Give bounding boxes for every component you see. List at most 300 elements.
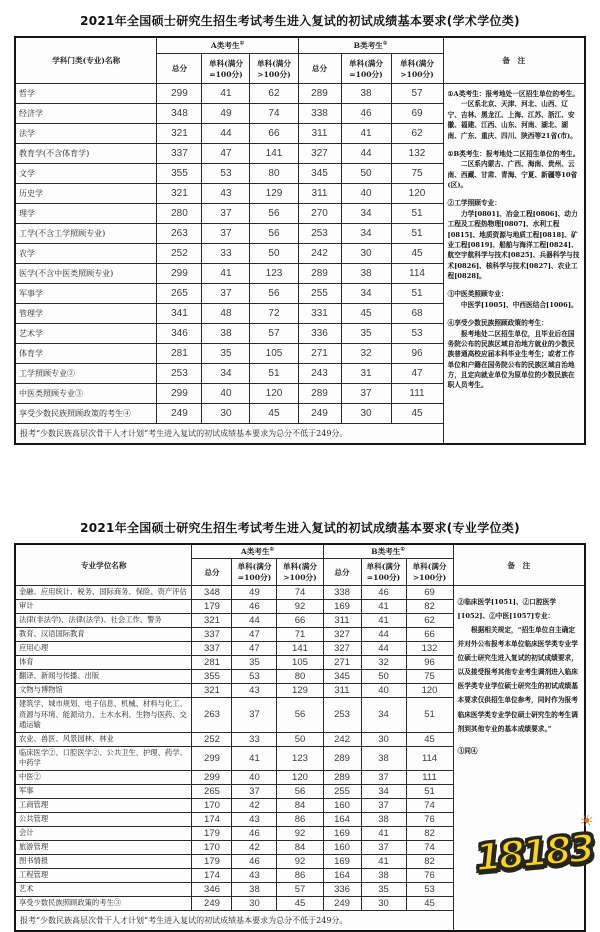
- score-cell: 174: [192, 868, 232, 882]
- score-cell: 129: [277, 684, 323, 698]
- subject-name-cell: 享受少数民族照顾政策的考生③: [15, 896, 192, 910]
- subject-name-cell: 艺术学: [15, 324, 157, 344]
- subject-name-cell: 审计: [15, 600, 192, 614]
- score-cell: 321: [192, 614, 232, 628]
- score-cell: 49: [232, 586, 277, 600]
- score-cell: 249: [192, 896, 232, 910]
- remarks-cell: [453, 586, 585, 931]
- subject-name-cell: 教育学(不含体育学): [15, 144, 157, 164]
- score-cell: 45: [406, 896, 453, 910]
- score-cell: 321: [157, 184, 202, 204]
- score-cell: 174: [192, 812, 232, 826]
- score-cell: 345: [323, 670, 361, 684]
- score-cell: 37: [202, 284, 250, 304]
- score-cell: 120: [250, 384, 298, 404]
- score-cell: 38: [361, 812, 406, 826]
- score-cell: 355: [192, 670, 232, 684]
- score-cell: 270: [298, 204, 341, 224]
- remark-paragraph: 根据相关规定，“招生单位自主确定并对外公布报考本单位临床医学类专业学位硕士研究生进入复试的初试成绩要求，以及接受报考其他专业考生调剂进入临床医学类专业学位硕士研究生的初试成绩基本要求仅供招生单位参考，同时作为报考临床医学类专业学位硕士研究生的考生调剂到其他专业的基本成绩要求。”: [457, 626, 578, 733]
- score-cell: 141: [250, 144, 298, 164]
- score-cell: 34: [361, 698, 406, 733]
- score-cell: 31: [341, 364, 391, 384]
- score-cell: 53: [202, 164, 250, 184]
- score-cell: 72: [250, 304, 298, 324]
- table-row: [15, 586, 585, 600]
- score-cell: 48: [202, 304, 250, 324]
- group-a-note-sup: ①: [269, 546, 275, 553]
- score-cell: 242: [323, 732, 361, 746]
- score-cell: 50: [277, 732, 323, 746]
- score-cell: 82: [406, 600, 453, 614]
- name-column-header: 学科门类(专业)名称: [15, 37, 157, 84]
- subject-name-cell: 医学(不含中医类照顾专业): [15, 264, 157, 284]
- score-cell: 337: [192, 628, 232, 642]
- score-cell: 80: [277, 670, 323, 684]
- score-cell: 169: [323, 600, 361, 614]
- score-cell: 42: [232, 840, 277, 854]
- subject-name-cell: 工学(不含工学照顾专业): [15, 224, 157, 244]
- score-cell: 47: [232, 628, 277, 642]
- group-a-header: [192, 544, 323, 559]
- score-cell: 51: [250, 364, 298, 384]
- score-cell: 46: [232, 600, 277, 614]
- score-cell: 82: [406, 854, 453, 868]
- score-cell: 45: [277, 896, 323, 910]
- subject-name-cell: 旅游管理: [15, 840, 192, 854]
- score-cell: 37: [361, 798, 406, 812]
- group-a-label: A类考生: [240, 547, 270, 556]
- score-cell: 265: [157, 284, 202, 304]
- score-cell: 345: [298, 164, 341, 184]
- subject-name-cell: 应用心理: [15, 642, 192, 656]
- score-cell: 37: [232, 784, 277, 798]
- score-cell: 56: [250, 284, 298, 304]
- footnote-text: 报考“少数民族高层次骨干人才计划”考生进入复试的初试成绩基本要求为总分不低于249分。: [15, 910, 453, 931]
- subject-name-cell: 军事: [15, 784, 192, 798]
- score-cell: 249: [298, 404, 341, 424]
- score-cell: 44: [341, 144, 391, 164]
- score-cell: 299: [157, 264, 202, 284]
- score-cell: 40: [361, 684, 406, 698]
- score-cell: 41: [361, 826, 406, 840]
- remark-paragraph: ②临床医学[1051]、②口腔医学[1052]、②中医[1057]专业：: [457, 598, 557, 621]
- score-cell: 86: [277, 812, 323, 826]
- score-cell: 47: [391, 364, 443, 384]
- score-cell: 49: [202, 104, 250, 124]
- score-cell: 66: [277, 614, 323, 628]
- score-cell: 311: [323, 684, 361, 698]
- score-cell: 299: [192, 770, 232, 784]
- score-cell: 34: [361, 784, 406, 798]
- score-cell: 34: [341, 204, 391, 224]
- score-cell: 337: [192, 642, 232, 656]
- score-cell: 252: [192, 732, 232, 746]
- score-cell: 249: [323, 896, 361, 910]
- score-cell: 105: [250, 344, 298, 364]
- subject-name-cell: 享受少数民族照顾政策的考生④: [15, 404, 157, 424]
- subject-name-cell: 历史学: [15, 184, 157, 204]
- score-cell: 45: [391, 404, 443, 424]
- header-row-groups: [15, 544, 585, 559]
- score-cell: 253: [323, 698, 361, 733]
- a-single100-header: 单科(满分=100分): [232, 559, 277, 586]
- a-total-header: 总分: [157, 54, 202, 84]
- subject-name-cell: 中医类照顾专业③: [15, 384, 157, 404]
- score-cell: 311: [323, 614, 361, 628]
- score-cell: 51: [391, 284, 443, 304]
- sun-doodle-icon: ☀: [576, 809, 596, 832]
- score-cell: 255: [323, 784, 361, 798]
- score-cell: 74: [277, 586, 323, 600]
- score-cell: 164: [323, 868, 361, 882]
- footnote-text: 报考“少数民族高层次骨干人才计划”考生进入复试的初试成绩基本要求为总分不低于249分。: [15, 424, 443, 445]
- subject-name-cell: 体育学: [15, 344, 157, 364]
- score-cell: 289: [298, 264, 341, 284]
- score-cell: 46: [232, 826, 277, 840]
- score-cell: 169: [323, 854, 361, 868]
- score-cell: 253: [157, 364, 202, 384]
- score-cell: 41: [232, 746, 277, 770]
- score-cell: 30: [202, 404, 250, 424]
- score-cell: 56: [277, 784, 323, 798]
- score-cell: 38: [341, 84, 391, 104]
- score-cell: 76: [406, 812, 453, 826]
- subject-name-cell: 文学: [15, 164, 157, 184]
- score-cell: 50: [341, 164, 391, 184]
- subject-name-cell: 农业、兽医、风景园林、林业: [15, 732, 192, 746]
- subject-name-cell: 临床医学②、口腔医学②、公共卫生、护理、药学、中药学: [15, 746, 192, 770]
- score-cell: 38: [361, 868, 406, 882]
- score-cell: 281: [157, 344, 202, 364]
- score-cell: 249: [157, 404, 202, 424]
- remark-paragraph: ①B类考生：报考地处二区招生单位的考生。: [447, 149, 580, 158]
- score-cell: 299: [192, 746, 232, 770]
- score-cell: 53: [406, 882, 453, 896]
- score-cell: 170: [192, 798, 232, 812]
- score-cell: 68: [391, 304, 443, 324]
- name-column-header: 专业学位名称: [15, 544, 192, 586]
- score-cell: 255: [298, 284, 341, 304]
- remark-paragraph: ③中医类照顾专业：: [447, 290, 508, 299]
- score-cell: 299: [157, 84, 202, 104]
- subject-name-cell: 工商管理: [15, 798, 192, 812]
- score-cell: 336: [323, 882, 361, 896]
- score-cell: 71: [277, 628, 323, 642]
- score-cell: 37: [232, 698, 277, 733]
- subject-name-cell: 军事学: [15, 284, 157, 304]
- score-cell: 336: [298, 324, 341, 344]
- remarks-column-header: 备 注: [443, 37, 585, 84]
- subject-name-cell: 公共管理: [15, 812, 192, 826]
- score-cell: 37: [202, 204, 250, 224]
- score-cell: 80: [250, 164, 298, 184]
- score-cell: 30: [232, 896, 277, 910]
- score-cell: 111: [406, 770, 453, 784]
- score-cell: 75: [406, 670, 453, 684]
- score-cell: 51: [406, 784, 453, 798]
- subject-name-cell: 法学: [15, 124, 157, 144]
- subject-name-cell: 中医②: [15, 770, 192, 784]
- score-cell: 53: [391, 324, 443, 344]
- score-cell: 164: [323, 812, 361, 826]
- remark-paragraph: 一区系北京、天津、河北、山西、辽宁、吉林、黑龙江、上海、江苏、浙江、安徽、福建、江西、山东、河南、湖北、湖南、广东、重庆、四川、陕西等21省(市)。: [447, 100, 577, 140]
- subject-name-cell: 法律(非法学)、法律(法学)、社会工作、警务: [15, 614, 192, 628]
- score-cell: 96: [406, 656, 453, 670]
- academic-table-title: 2021年全国硕士研究生招生考试考生进入复试的初试成绩基本要求(学术学位类): [80, 14, 520, 28]
- remark-paragraph: 中医学[1005]、中西医结合[1006]。: [460, 300, 578, 309]
- score-cell: 44: [232, 614, 277, 628]
- score-cell: 37: [361, 840, 406, 854]
- remark-paragraph: 力学[0801]、冶金工程[0806]、动力工程及工程热物理[0807]、水利工程[0815]、地质资源与地质工程[0818]、矿业工程[0819]、船舶与海洋工程[0824]、航空宇航科学与技术[0825]、兵器科学与技术[0826]、核科学与技术[0827]、农业工程[0828]。: [447, 209, 580, 280]
- score-cell: 129: [250, 184, 298, 204]
- score-cell: 37: [361, 770, 406, 784]
- subject-name-cell: 教育、汉语国际教育: [15, 628, 192, 642]
- score-cell: 32: [361, 656, 406, 670]
- score-cell: 37: [202, 224, 250, 244]
- remark-paragraph: ①A类考生：报考地处一区招生单位的考生。: [447, 90, 580, 98]
- score-cell: 74: [406, 798, 453, 812]
- score-cell: 50: [361, 670, 406, 684]
- score-cell: 74: [406, 840, 453, 854]
- remark-paragraph: 报考地处二区招生单位，且毕业后在国务院公布的民族区域自治地方就业的少数民族普通高校应届本科毕业生考生；或者工作单位和户籍在国务院公布的民族区域自治地方，且定向就业单位为原单位的少数民族在职人员考生。: [447, 329, 575, 390]
- score-cell: 41: [202, 264, 250, 284]
- score-cell: 57: [391, 84, 443, 104]
- professional-degree-table: [14, 543, 586, 932]
- score-cell: 253: [298, 224, 341, 244]
- remark-paragraph: ②工学照顾专业：: [447, 199, 502, 208]
- score-cell: 179: [192, 826, 232, 840]
- score-cell: 43: [202, 184, 250, 204]
- score-cell: 51: [406, 698, 453, 733]
- group-b-note-sup: ①: [382, 40, 388, 47]
- score-cell: 42: [232, 798, 277, 812]
- score-cell: 111: [391, 384, 443, 404]
- score-cell: 37: [341, 384, 391, 404]
- score-cell: 280: [157, 204, 202, 224]
- b-single100-header: 单科(满分=100分): [341, 54, 391, 84]
- score-cell: 47: [232, 642, 277, 656]
- score-cell: 337: [157, 144, 202, 164]
- academic-degree-table: [14, 36, 586, 445]
- score-cell: 41: [361, 854, 406, 868]
- score-cell: 75: [391, 164, 443, 184]
- watermark-logo-text: 18183: [473, 825, 594, 881]
- score-cell: 69: [406, 586, 453, 600]
- group-b-header: [298, 37, 443, 54]
- remark-paragraph: 二区系内蒙古、广西、海南、贵州、云南、西藏、甘肃、青海、宁夏、新疆等10省(区)。: [447, 160, 578, 189]
- score-cell: 92: [277, 826, 323, 840]
- score-cell: 105: [277, 656, 323, 670]
- score-cell: 32: [341, 344, 391, 364]
- a-single-over100-header: 单科(满分>100分): [277, 559, 323, 586]
- score-cell: 46: [361, 586, 406, 600]
- score-cell: 34: [341, 284, 391, 304]
- score-cell: 41: [202, 84, 250, 104]
- score-cell: 40: [341, 184, 391, 204]
- score-cell: 321: [192, 684, 232, 698]
- remark-paragraph: ④享受少数民族照顾政策的考生：: [447, 319, 548, 328]
- score-cell: 120: [391, 184, 443, 204]
- subject-name-cell: 文物与博物馆: [15, 684, 192, 698]
- score-cell: 57: [250, 324, 298, 344]
- score-cell: 66: [406, 628, 453, 642]
- subject-name-cell: 工程管理: [15, 868, 192, 882]
- score-cell: 289: [323, 770, 361, 784]
- score-cell: 299: [157, 384, 202, 404]
- score-cell: 346: [192, 882, 232, 896]
- score-cell: 45: [406, 732, 453, 746]
- score-cell: 271: [298, 344, 341, 364]
- score-cell: 160: [323, 840, 361, 854]
- score-cell: 169: [323, 826, 361, 840]
- remarks-column-header: 备 注: [453, 544, 585, 586]
- score-cell: 84: [277, 840, 323, 854]
- score-cell: 34: [202, 364, 250, 384]
- score-cell: 141: [277, 642, 323, 656]
- subject-name-cell: 会计: [15, 826, 192, 840]
- score-cell: 47: [202, 144, 250, 164]
- score-cell: 327: [323, 628, 361, 642]
- score-cell: 92: [277, 854, 323, 868]
- score-cell: 43: [232, 812, 277, 826]
- score-cell: 123: [250, 264, 298, 284]
- score-cell: 62: [250, 84, 298, 104]
- score-cell: 43: [232, 868, 277, 882]
- score-cell: 348: [192, 586, 232, 600]
- score-cell: 92: [277, 600, 323, 614]
- score-cell: 331: [298, 304, 341, 324]
- score-cell: 53: [232, 670, 277, 684]
- score-cell: 44: [202, 124, 250, 144]
- score-cell: 242: [298, 244, 341, 264]
- score-cell: 51: [391, 204, 443, 224]
- score-cell: 45: [341, 304, 391, 324]
- score-cell: 41: [361, 614, 406, 628]
- score-cell: 82: [406, 826, 453, 840]
- score-cell: 56: [277, 698, 323, 733]
- score-cell: 35: [361, 882, 406, 896]
- score-cell: 41: [361, 600, 406, 614]
- score-cell: 40: [202, 384, 250, 404]
- score-cell: 321: [157, 124, 202, 144]
- group-a-header: [157, 37, 298, 54]
- subject-name-cell: 农学: [15, 244, 157, 264]
- score-cell: 120: [406, 684, 453, 698]
- score-cell: 30: [341, 244, 391, 264]
- score-cell: 281: [192, 656, 232, 670]
- b-single-over100-header: 单科(满分>100分): [406, 559, 453, 586]
- score-cell: 289: [298, 384, 341, 404]
- score-cell: 56: [250, 224, 298, 244]
- score-cell: 40: [232, 770, 277, 784]
- score-cell: 311: [298, 124, 341, 144]
- score-cell: 35: [341, 324, 391, 344]
- score-cell: 327: [323, 642, 361, 656]
- table-row: [15, 84, 585, 104]
- subject-name-cell: 图书情报: [15, 854, 192, 868]
- group-b-header: [323, 544, 453, 559]
- score-cell: 265: [192, 784, 232, 798]
- score-cell: 170: [192, 840, 232, 854]
- score-cell: 123: [277, 746, 323, 770]
- header-row-groups: [15, 37, 585, 54]
- a-single100-header: 单科(满分=100分): [202, 54, 250, 84]
- score-cell: 243: [298, 364, 341, 384]
- score-cell: 46: [232, 854, 277, 868]
- score-cell: 179: [192, 854, 232, 868]
- score-cell: 43: [232, 684, 277, 698]
- group-b-label: B类考生: [353, 41, 383, 50]
- score-cell: 50: [250, 244, 298, 264]
- score-cell: 341: [157, 304, 202, 324]
- b-total-header: 总分: [323, 559, 361, 586]
- score-cell: 289: [323, 746, 361, 770]
- score-cell: 33: [232, 732, 277, 746]
- score-cell: 86: [277, 868, 323, 882]
- score-cell: 114: [406, 746, 453, 770]
- score-cell: 271: [323, 656, 361, 670]
- subject-name-cell: 艺术: [15, 882, 192, 896]
- score-cell: 355: [157, 164, 202, 184]
- score-cell: 66: [250, 124, 298, 144]
- score-cell: 33: [202, 244, 250, 264]
- score-cell: 34: [341, 224, 391, 244]
- score-cell: 263: [157, 224, 202, 244]
- score-cell: 56: [250, 204, 298, 224]
- score-cell: 44: [361, 628, 406, 642]
- score-cell: 38: [232, 882, 277, 896]
- score-cell: 160: [323, 798, 361, 812]
- subject-name-cell: 哲学: [15, 84, 157, 104]
- score-cell: 346: [157, 324, 202, 344]
- remark-paragraph: ③同④: [457, 746, 478, 755]
- score-cell: 120: [277, 770, 323, 784]
- a-total-header: 总分: [192, 559, 232, 586]
- score-cell: 57: [277, 882, 323, 896]
- score-cell: 38: [202, 324, 250, 344]
- score-cell: 252: [157, 244, 202, 264]
- score-cell: 338: [298, 104, 341, 124]
- score-cell: 46: [341, 104, 391, 124]
- score-cell: 327: [298, 144, 341, 164]
- score-cell: 38: [341, 264, 391, 284]
- score-cell: 132: [406, 642, 453, 656]
- b-single100-header: 单科(满分=100分): [361, 559, 406, 586]
- subject-name-cell: 管理学: [15, 304, 157, 324]
- subject-name-cell: 经济学: [15, 104, 157, 124]
- score-cell: 348: [157, 104, 202, 124]
- score-cell: 62: [406, 614, 453, 628]
- score-cell: 74: [250, 104, 298, 124]
- remarks-cell: [443, 84, 585, 445]
- a-single-over100-header: 单科(满分>100分): [250, 54, 298, 84]
- score-cell: 45: [391, 244, 443, 264]
- score-cell: 338: [323, 586, 361, 600]
- group-b-note-sup: ①: [400, 546, 405, 553]
- score-cell: 51: [391, 224, 443, 244]
- score-cell: 179: [192, 600, 232, 614]
- subject-name-cell: 体育: [15, 656, 192, 670]
- score-cell: 30: [361, 896, 406, 910]
- score-cell: 263: [192, 698, 232, 733]
- score-cell: 114: [391, 264, 443, 284]
- score-cell: 30: [361, 732, 406, 746]
- score-cell: 35: [202, 344, 250, 364]
- score-cell: 69: [391, 104, 443, 124]
- score-cell: 35: [232, 656, 277, 670]
- b-total-header: 总分: [298, 54, 341, 84]
- subject-name-cell: 建筑学、城市规划、电子信息、机械、材料与化工、资源与环境、能源动力、土木水利、生物与医药、交通运输: [15, 698, 192, 733]
